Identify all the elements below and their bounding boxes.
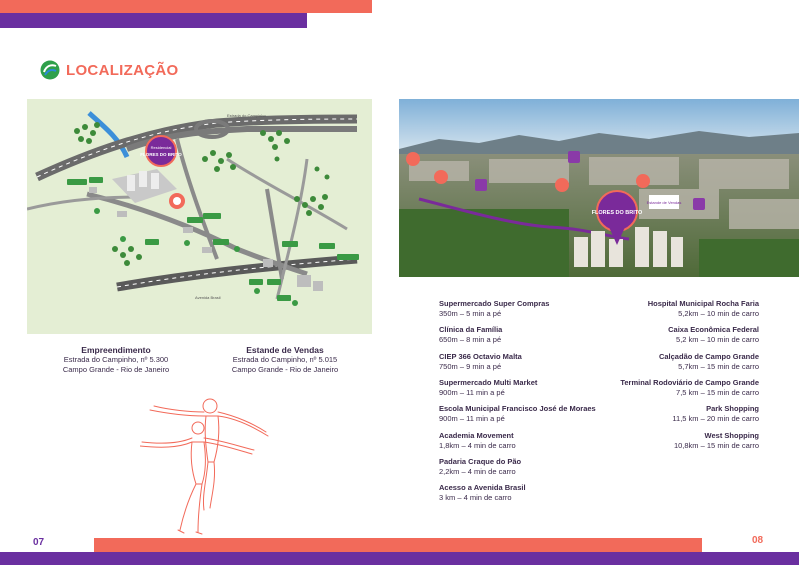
location-name: West Shopping xyxy=(704,431,759,440)
location-item xyxy=(439,483,639,503)
location-detail: 2,2km – 4 min de carro xyxy=(439,467,516,476)
map-badge-main: FLORES DO BRITO xyxy=(140,152,182,157)
location-item xyxy=(589,404,759,424)
map-badge-top: Residencial xyxy=(150,145,172,150)
location-detail: 5,2km – 10 min de carro xyxy=(678,309,759,318)
location-item xyxy=(589,431,759,451)
location-name: Supermercado Multi Market xyxy=(439,378,538,387)
location-item xyxy=(589,325,759,345)
location-item xyxy=(589,378,759,398)
location-item xyxy=(589,299,759,319)
location-name: Padaria Craque do Pão xyxy=(439,457,522,466)
location-detail: 7,5 km – 15 min de carro xyxy=(676,388,759,397)
address-line: Campo Grande - Rio de Janeiro xyxy=(231,365,339,374)
location-detail: 10,8km – 15 min de carro xyxy=(673,441,759,450)
photo-badge-main: FLORES DO BRITO xyxy=(591,210,643,216)
location-name: Academia Movement xyxy=(439,431,514,440)
location-name: Escola Municipal Francisco José de Moraes xyxy=(439,404,596,413)
location-item xyxy=(589,352,759,372)
location-name: Clínica da Família xyxy=(439,325,503,334)
location-name: CIEP 366 Octavio Malta xyxy=(439,352,522,361)
couple-line-drawing xyxy=(140,392,275,535)
address-title: Estande de Vendas xyxy=(246,345,324,355)
page-number-left: 07 xyxy=(33,537,45,548)
location-detail: 3 km – 4 min de carro xyxy=(439,493,512,502)
page-number-right: 08 xyxy=(752,535,764,546)
location-map xyxy=(27,99,372,334)
top-coral-band xyxy=(0,0,372,13)
top-purple-band xyxy=(0,13,307,28)
location-detail: 350m – 5 min a pé xyxy=(439,309,502,318)
map-road-label-1: Estrada do Campinho xyxy=(227,113,266,118)
address-line: Estrada do Campinho, nº 5.300 xyxy=(63,355,169,364)
bottom-coral-band xyxy=(94,538,702,552)
address-line: Estrada do Campinho, nº 5.015 xyxy=(232,355,338,364)
map-road-label-2: Avenida Brasil xyxy=(195,295,221,300)
location-name: Park Shopping xyxy=(706,404,759,413)
address-development xyxy=(46,345,186,375)
location-name: Hospital Municipal Rocha Faria xyxy=(647,299,759,308)
photo-stand-tag: Estande de Vendas xyxy=(646,200,682,205)
location-detail: 11,5 km – 20 min de carro xyxy=(672,414,759,423)
location-detail: 750m – 9 min a pé xyxy=(439,362,502,371)
location-name: Caixa Econômica Federal xyxy=(668,325,759,334)
brand-logo-icon xyxy=(40,60,60,80)
location-name: Acesso a Avenida Brasil xyxy=(439,483,526,492)
location-item xyxy=(439,457,639,477)
location-detail: 900m – 11 min a pé xyxy=(439,388,505,397)
address-sales-stand xyxy=(215,345,355,375)
location-detail: 900m – 11 min a pé xyxy=(439,414,505,423)
bottom-purple-band xyxy=(0,552,799,565)
address-title: Empreendimento xyxy=(81,345,151,355)
location-detail: 5,2 km – 10 min de carro xyxy=(676,335,759,344)
aerial-photo xyxy=(399,99,799,277)
address-line: Campo Grande - Rio de Janeiro xyxy=(62,365,170,374)
location-detail: 650m – 8 min a pé xyxy=(439,335,502,344)
location-name: Calçadão de Campo Grande xyxy=(658,352,759,361)
location-detail: 5,7km – 15 min de carro xyxy=(678,362,759,371)
page-title: LOCALIZAÇÃO xyxy=(66,61,179,79)
location-name: Supermercado Super Compras xyxy=(439,299,550,308)
location-detail: 1,8km – 4 min de carro xyxy=(439,441,516,450)
location-name: Terminal Rodoviário de Campo Grande xyxy=(620,378,759,387)
section-header xyxy=(40,60,178,80)
